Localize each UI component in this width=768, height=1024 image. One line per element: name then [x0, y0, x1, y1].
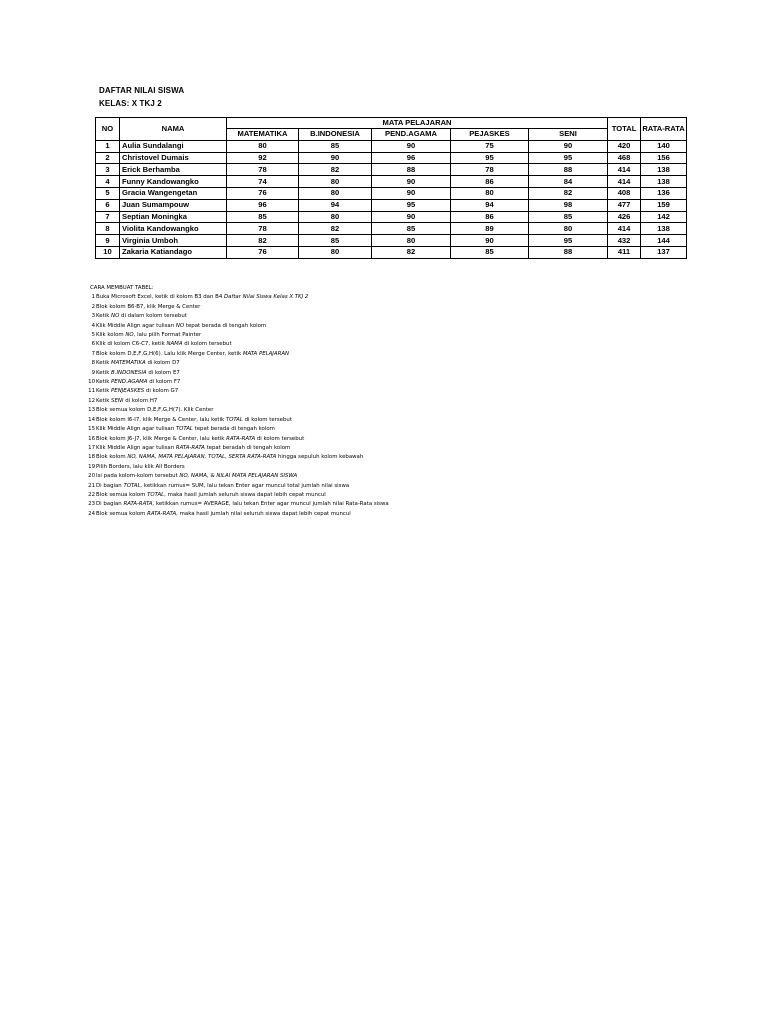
- instruction-step: [86, 369, 506, 378]
- instruction-step: [86, 500, 506, 509]
- step-number: 6: [91, 341, 95, 348]
- step-number: 8: [91, 360, 95, 367]
- step-number: 15: [88, 426, 95, 433]
- cell-no: 1: [96, 140, 120, 152]
- step-text: Pilih Borders, lalu klik All Borders: [96, 463, 185, 470]
- header-seni: SENI: [529, 129, 608, 141]
- cell-rata-rata: 144: [641, 235, 687, 247]
- cell-score: 82: [227, 235, 299, 247]
- step-text-italic: TOTAL: [225, 416, 243, 423]
- cell-score: 80: [299, 187, 372, 199]
- step-text-italic: NO, NAMA, MATA PELAJARAN, TOTAL, SERTA RATA-RATA: [127, 454, 277, 461]
- step-text: , lalu pilih Format Painter: [133, 332, 202, 339]
- instruction-step: [86, 303, 506, 312]
- step-number: 11: [88, 388, 95, 395]
- cell-score: 90: [372, 211, 451, 223]
- cell-total: 414: [608, 176, 641, 188]
- header-mata-pelajaran: MATA PELAJARAN: [227, 118, 608, 129]
- cell-total: 411: [608, 246, 641, 258]
- cell-nama: Virginia Umboh: [120, 235, 227, 247]
- step-text: ketikkan rumus= SUM, lalu tekan Enter agar muncul total jumlah nilai siswa: [142, 482, 350, 489]
- cell-score: 96: [372, 152, 451, 164]
- cell-score: 82: [299, 164, 372, 176]
- table-row: [96, 211, 687, 223]
- cell-score: 84: [529, 176, 608, 188]
- table-row: [96, 246, 687, 258]
- header-b-indonesia: B.INDONESIA: [299, 129, 372, 141]
- cell-score: 85: [299, 140, 372, 152]
- step-text: di kolom E7: [146, 369, 180, 376]
- step-text: Ketik: [96, 397, 112, 404]
- header-pend-agama: PEND.AGAMA: [372, 129, 451, 141]
- cell-rata-rata: 156: [641, 152, 687, 164]
- cell-score: 80: [299, 211, 372, 223]
- step-text-italic: NO: [111, 313, 120, 320]
- step-text: Blok kolom I6-I7, klik Merge & Center, lalu ketik: [96, 416, 226, 423]
- step-text-italic: B.INDONESIA: [111, 369, 147, 376]
- instruction-step: [86, 331, 506, 340]
- step-number: 10: [88, 379, 95, 386]
- step-number: 7: [91, 350, 95, 357]
- cell-score: 90: [372, 187, 451, 199]
- table-row: [96, 164, 687, 176]
- step-text: Klik Middle Align agar tulisan: [96, 444, 176, 451]
- cell-score: 82: [529, 187, 608, 199]
- step-number: 13: [88, 407, 95, 414]
- step-text: tepat berada di tengah kolom: [184, 322, 267, 329]
- step-text: Ketik: [96, 313, 112, 320]
- table-row: [96, 199, 687, 211]
- header-pejaskes: PEJASKES: [451, 129, 529, 141]
- step-text: Klik kolom: [96, 332, 126, 339]
- step-text-italic: PEND.AGAMA: [111, 379, 148, 386]
- table-row: [96, 235, 687, 247]
- cell-score: 78: [227, 164, 299, 176]
- step-text: Blok semua kolom D,E,F,G,H(7). Klik Center: [96, 407, 214, 414]
- cell-score: 80: [227, 140, 299, 152]
- cell-no: 6: [96, 199, 120, 211]
- cell-total: 468: [608, 152, 641, 164]
- cell-nama: Septian Moningka: [120, 211, 227, 223]
- step-text: Blok kolom: [96, 454, 128, 461]
- step-text-italic: TOTAL: [175, 426, 193, 433]
- cell-rata-rata: 140: [641, 140, 687, 152]
- step-text: ketikkan rumus= AVERAGE, lalu tekan Enter agar muncul jumlah nilai Rata-Rata siswa: [154, 501, 389, 508]
- instruction-step: [86, 378, 506, 387]
- cell-score: 98: [529, 199, 608, 211]
- cell-rata-rata: 136: [641, 187, 687, 199]
- header-no: NO: [96, 118, 120, 141]
- step-text-italic: RATA-RATA: [175, 444, 205, 451]
- cell-score: 82: [299, 223, 372, 235]
- step-number: 3: [91, 313, 95, 320]
- table-row: [96, 140, 687, 152]
- step-text: Blok kolom D,E,F,G,H(6). Lalu klik Merge Center, ketik: [96, 350, 243, 357]
- step-number: 2: [91, 303, 95, 310]
- step-number: 16: [88, 435, 95, 442]
- cell-nama: Funny Kandowangko: [120, 176, 227, 188]
- header-matematika: MATEMATIKA: [227, 129, 299, 141]
- instruction-step: [86, 463, 506, 472]
- cell-total: 408: [608, 187, 641, 199]
- cell-score: 95: [372, 199, 451, 211]
- cell-score: 94: [299, 199, 372, 211]
- cell-score: 74: [227, 176, 299, 188]
- cell-score: 78: [227, 223, 299, 235]
- cell-score: 94: [451, 199, 529, 211]
- cell-score: 95: [529, 152, 608, 164]
- cell-score: 96: [227, 199, 299, 211]
- step-text: Ketik: [96, 388, 112, 395]
- step-text: Ketik: [96, 369, 112, 376]
- cell-no: 7: [96, 211, 120, 223]
- step-number: 21: [88, 482, 95, 489]
- step-text-italic: TOTAL,: [123, 482, 143, 489]
- step-text-italic: NO: [125, 332, 134, 339]
- cell-total: 477: [608, 199, 641, 211]
- cell-score: 75: [451, 140, 529, 152]
- instruction-step: [86, 406, 506, 415]
- step-number: 14: [88, 416, 95, 423]
- cell-score: 85: [451, 246, 529, 258]
- step-text: di kolom F7: [147, 379, 181, 386]
- cell-no: 4: [96, 176, 120, 188]
- cell-score: 88: [529, 164, 608, 176]
- cell-score: 80: [372, 235, 451, 247]
- step-text: di kolom G7: [144, 388, 179, 395]
- cell-rata-rata: 138: [641, 223, 687, 235]
- instruction-step: [86, 312, 506, 321]
- step-text-italic: NAMA: [166, 341, 183, 348]
- cell-score: 90: [372, 140, 451, 152]
- grades-table: [95, 117, 687, 259]
- instruction-step: [86, 444, 506, 453]
- cell-nama: Violita Kandowangko: [120, 223, 227, 235]
- step-text: Blok kolom B6-B7, klik Merge & Center: [96, 303, 201, 310]
- cell-nama: Zakaria Katiandago: [120, 246, 227, 258]
- step-number: 12: [88, 397, 95, 404]
- step-text: Blok semua kolom: [96, 491, 148, 498]
- step-text-italic: MATA PELAJARAN: [242, 350, 290, 357]
- cell-no: 8: [96, 223, 120, 235]
- cell-score: 92: [227, 152, 299, 164]
- cell-score: 80: [299, 246, 372, 258]
- instruction-step: [86, 293, 506, 302]
- cell-score: 90: [451, 235, 529, 247]
- step-number: 4: [91, 322, 95, 329]
- cell-total: 414: [608, 164, 641, 176]
- instruction-step: [86, 435, 506, 444]
- step-text: maka hasil jumlah nilai seluruh siswa dapat lebih cepat muncul: [177, 510, 351, 517]
- step-text: di kolom D7: [145, 360, 180, 367]
- class-label: KELAS: X TKJ 2: [99, 99, 162, 108]
- instruction-step: [86, 397, 506, 406]
- cell-no: 9: [96, 235, 120, 247]
- instructions-list: [86, 293, 506, 519]
- step-text: , maka hasil jumlah seluruh siswa dapat lebih cepat muncul: [164, 491, 326, 498]
- step-text: Ketik: [96, 379, 112, 386]
- step-text: Blok semua kolom: [96, 510, 148, 517]
- cell-score: 76: [227, 187, 299, 199]
- cell-score: 88: [529, 246, 608, 258]
- step-number: 17: [88, 444, 95, 451]
- cell-score: 95: [451, 152, 529, 164]
- step-text: tepat beradah di tengah kolom: [204, 444, 291, 451]
- step-number: 20: [88, 473, 95, 480]
- cell-rata-rata: 142: [641, 211, 687, 223]
- table-row: [96, 223, 687, 235]
- instruction-step: [86, 416, 506, 425]
- cell-score: 89: [451, 223, 529, 235]
- cell-nama: Juan Sumampouw: [120, 199, 227, 211]
- table-row: [96, 176, 687, 188]
- cell-score: 80: [451, 187, 529, 199]
- document-title: DAFTAR NILAI SISWA: [99, 86, 185, 95]
- header-total: TOTAL: [608, 118, 641, 141]
- step-number: 9: [91, 369, 95, 376]
- instruction-step: [86, 482, 506, 491]
- step-text: Buka Microsoft Excel, ketik di kolom B3 dan B4: [96, 294, 224, 301]
- instruction-step: [86, 387, 506, 396]
- instruction-step: [86, 491, 506, 500]
- cell-nama: Gracia Wangengetan: [120, 187, 227, 199]
- step-number: 24: [88, 510, 95, 517]
- cell-total: 414: [608, 223, 641, 235]
- instructions: [86, 284, 506, 519]
- step-text: di dalam kolom tersebut: [119, 313, 187, 320]
- step-text-italic: NO, NAMA, & NILAI MATA PELAJARAN SISWA: [179, 473, 298, 480]
- step-text: Klik di kolom C6-C7, ketik: [96, 341, 167, 348]
- step-text: hingga sepuluh kolom kebawah: [276, 454, 364, 461]
- cell-score: 90: [299, 152, 372, 164]
- cell-score: 90: [372, 176, 451, 188]
- step-text-italic: RATA-RATA,: [123, 501, 155, 508]
- step-text-italic: RATA-RATA,: [147, 510, 178, 517]
- instruction-step: [86, 472, 506, 481]
- instruction-step: [86, 453, 506, 462]
- cell-total: 420: [608, 140, 641, 152]
- step-text: Klik Middle Align agar tulisan: [96, 322, 176, 329]
- cell-score: 90: [529, 140, 608, 152]
- step-number: 1: [91, 294, 95, 301]
- cell-no: 10: [96, 246, 120, 258]
- cell-score: 95: [529, 235, 608, 247]
- cell-total: 432: [608, 235, 641, 247]
- step-text: di kolom tersebut: [242, 416, 292, 423]
- cell-rata-rata: 138: [641, 164, 687, 176]
- grades-body: [96, 140, 687, 258]
- instruction-step: [86, 359, 506, 368]
- table-row: [96, 152, 687, 164]
- instruction-step: [86, 340, 506, 349]
- cell-rata-rata: 137: [641, 246, 687, 258]
- step-text-italic: MATEMATIKA: [111, 360, 146, 367]
- instruction-step: [86, 510, 506, 519]
- instructions-heading: CARA MEMBUAT TABEL:: [90, 285, 154, 291]
- cell-score: 86: [451, 176, 529, 188]
- instruction-step: [86, 350, 506, 359]
- cell-score: 78: [451, 164, 529, 176]
- step-text: Di bagian: [96, 501, 124, 508]
- instruction-step: [86, 425, 506, 434]
- step-text: di kolom tersebut: [255, 435, 305, 442]
- step-text-italic: RATA-RATA: [226, 435, 256, 442]
- step-text: tepat berada di tengah kolom: [192, 426, 275, 433]
- cell-nama: Christovel Dumais: [120, 152, 227, 164]
- step-number: 22: [88, 491, 95, 498]
- cell-score: 80: [529, 223, 608, 235]
- cell-score: 85: [299, 235, 372, 247]
- cell-score: 76: [227, 246, 299, 258]
- step-text: di kolom H7: [123, 397, 158, 404]
- header-rata-rata: RATA-RATA: [641, 118, 687, 141]
- cell-nama: Erick Berhamba: [120, 164, 227, 176]
- cell-score: 80: [299, 176, 372, 188]
- step-text: Isi pada kolom-kolom tersebut: [96, 473, 180, 480]
- cell-rata-rata: 138: [641, 176, 687, 188]
- step-number: 23: [88, 501, 95, 508]
- cell-no: 3: [96, 164, 120, 176]
- step-text-italic: NO: [175, 322, 185, 329]
- cell-total: 426: [608, 211, 641, 223]
- step-number: 5: [91, 332, 95, 339]
- cell-score: 85: [529, 211, 608, 223]
- instruction-step: [86, 322, 506, 331]
- step-text-italic: PENJEASKES: [111, 388, 145, 395]
- table-row: [96, 187, 687, 199]
- cell-no: 2: [96, 152, 120, 164]
- step-number: 19: [88, 463, 95, 470]
- step-text: Klik Middle Align agar tulisan: [96, 426, 176, 433]
- cell-no: 5: [96, 187, 120, 199]
- step-text-italic: SENI: [111, 397, 124, 404]
- cell-score: 85: [372, 223, 451, 235]
- cell-nama: Aulia Sundalangi: [120, 140, 227, 152]
- cell-score: 82: [372, 246, 451, 258]
- step-text: Di bagian: [96, 482, 124, 489]
- step-text-italic: TOTAL: [147, 491, 165, 498]
- cell-score: 85: [227, 211, 299, 223]
- header-nama: NAMA: [120, 118, 227, 141]
- cell-score: 88: [372, 164, 451, 176]
- step-text: di kolom tersebut: [182, 341, 232, 348]
- step-number: 18: [88, 454, 95, 461]
- step-text: Ketik: [96, 360, 112, 367]
- cell-rata-rata: 159: [641, 199, 687, 211]
- cell-score: 86: [451, 211, 529, 223]
- step-text: Blok kolom J6-J7, klik Merge & Center, lalu ketik: [96, 435, 227, 442]
- step-text-italic: Daftar Nilai Siswa Kelas X TKJ 2: [223, 294, 309, 301]
